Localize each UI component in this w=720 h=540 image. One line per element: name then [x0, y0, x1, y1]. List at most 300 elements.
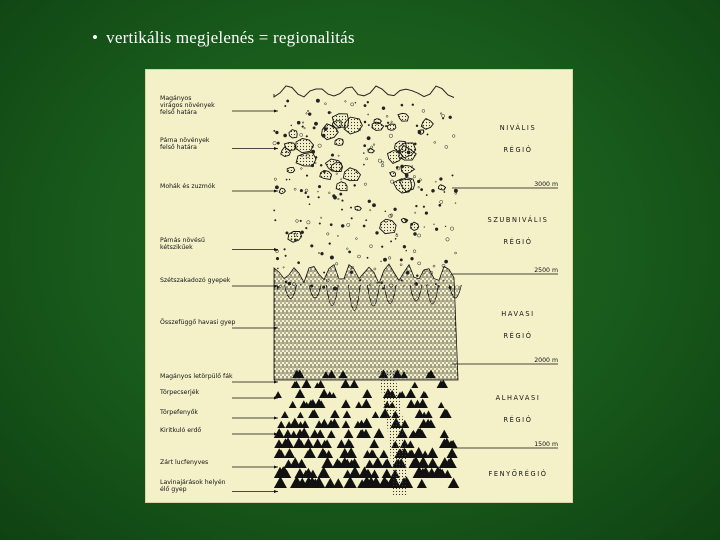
left-label-text: Magányos — [160, 95, 192, 102]
avalanche-track — [378, 370, 408, 495]
pebble-dot — [425, 212, 428, 215]
vegetation-profile-art — [273, 86, 461, 495]
rock-cluster — [335, 139, 344, 146]
pebble-dot — [366, 158, 368, 160]
pebble-dot — [286, 100, 289, 103]
pebble-dot — [386, 115, 388, 117]
pebble-dot — [315, 162, 317, 164]
pebble-dot — [364, 121, 366, 123]
pebble-dot — [283, 267, 284, 268]
conifer-tree — [295, 468, 306, 478]
pebble-dot — [351, 217, 353, 219]
leader-arrowhead — [274, 147, 278, 150]
rock-cluster — [398, 113, 409, 121]
pebble-dot — [340, 193, 343, 196]
left-labels — [159, 94, 236, 493]
pebble-dot — [400, 165, 403, 168]
pebble-dot — [335, 263, 337, 265]
pebble-dot — [439, 204, 441, 206]
pebble-dot — [412, 104, 414, 106]
conifer-tree — [427, 458, 438, 468]
conifer-tree — [438, 402, 445, 408]
pebble-dot — [283, 134, 286, 137]
pebble-dot — [372, 203, 375, 206]
pebble-dot — [435, 228, 438, 231]
pebble-dot — [305, 189, 308, 192]
pebble-dot — [300, 133, 303, 136]
pebble-dot — [341, 179, 342, 180]
pebble-dot — [331, 154, 334, 157]
pebble-dot — [370, 245, 373, 248]
pebble-dot — [413, 232, 416, 235]
altitude-label: 2500 m — [534, 267, 558, 274]
rock-cluster — [287, 168, 295, 173]
region-label-text: RÉGIÓ — [503, 416, 533, 424]
pebble-dot — [285, 105, 287, 107]
left-label-text: Lavinajárások helyén — [160, 479, 226, 486]
pebble-dot — [305, 192, 307, 194]
pebble-dot — [311, 164, 314, 167]
pebble-dot — [370, 210, 371, 211]
conifer-tree — [440, 430, 449, 438]
pebble-dot — [367, 101, 369, 103]
altitude-label: 1500 m — [534, 441, 558, 448]
leader-arrowhead — [274, 417, 278, 420]
pebble-dot — [311, 150, 315, 154]
pebble-dot — [364, 183, 366, 185]
pebble-dot — [329, 243, 331, 245]
pebble-dot — [346, 248, 348, 250]
conifer-tree — [448, 478, 460, 488]
pebble-dot — [396, 166, 398, 168]
region-label-text: FENYŐRÉGIÓ — [488, 470, 548, 478]
pebble-dot — [374, 268, 376, 270]
conifer-tree — [304, 447, 316, 458]
pebble-dot — [435, 181, 436, 182]
rock-cluster — [296, 152, 316, 166]
pebble-dot — [452, 135, 455, 138]
conifer-tree — [374, 428, 385, 438]
pebble-dot — [444, 260, 447, 263]
pebble-dot — [420, 188, 422, 190]
rock-cluster — [421, 119, 433, 130]
vegetation-zonation-diagram — [146, 70, 574, 504]
conifer-tree — [355, 401, 362, 408]
rock-cluster — [387, 124, 396, 130]
pebble-dot — [354, 184, 356, 186]
pebble-dot — [363, 144, 365, 146]
pebble-dot — [318, 185, 321, 188]
pebble-dot — [444, 191, 445, 192]
pebble-dot — [412, 166, 413, 167]
conifer-tree — [411, 382, 418, 388]
pebble-dot — [274, 130, 275, 131]
pebble-dot — [388, 257, 391, 260]
pebble-dot — [304, 127, 305, 128]
pebble-dot — [318, 144, 321, 147]
conifer-tree — [289, 401, 297, 408]
alpine-grass-band — [274, 264, 458, 380]
pebble-dot — [284, 248, 286, 250]
pebble-dot — [442, 114, 445, 117]
pebble-dot — [308, 113, 311, 116]
pebble-dot — [314, 122, 317, 125]
pebble-dot — [307, 196, 309, 198]
conifer-tree — [281, 411, 289, 418]
left-label-text: Mohák és zuzmók — [160, 183, 216, 190]
pebble-dot — [356, 238, 358, 240]
conifer-tree — [362, 389, 372, 398]
left-label-text: Párnás növésű — [160, 237, 205, 244]
conifer-tree — [341, 399, 351, 408]
pebble-dot — [413, 176, 415, 178]
pebble-dot — [418, 186, 420, 188]
pebble-dot — [348, 251, 350, 253]
pebble-dot — [347, 223, 350, 226]
pebble-dot — [294, 239, 296, 241]
pebble-dot — [310, 245, 313, 248]
left-label-text: Összefüggő havasi gyep — [160, 319, 236, 326]
left-label-text: Zárt lucfenyves — [160, 459, 209, 466]
conifer-tree — [350, 380, 359, 388]
pebble-dot — [275, 219, 277, 221]
pebble-dot — [363, 164, 364, 165]
pebble-dot — [301, 231, 304, 234]
pebble-dot — [318, 252, 319, 253]
pebble-dot — [400, 264, 402, 266]
conifer-tree — [274, 439, 284, 448]
region-label-text: SZUBNIVÁLIS — [487, 216, 549, 224]
pebble-dot — [450, 227, 453, 230]
mountain-ridge-line — [274, 86, 454, 98]
pebble-dot — [357, 255, 360, 258]
pebble-dot — [302, 126, 304, 128]
conifer-tree — [380, 451, 388, 458]
pebble-dot — [419, 179, 421, 181]
leader-arrowhead — [274, 466, 278, 469]
conifer-tree — [274, 391, 282, 398]
pebble-dot — [381, 164, 384, 167]
pebble-dot — [273, 141, 276, 144]
pebble-dot — [410, 223, 412, 225]
pebble-dot — [297, 262, 299, 264]
conifer-tree — [406, 399, 416, 408]
pebble-dot — [396, 234, 398, 236]
rock-cluster — [355, 206, 361, 210]
leader-arrowhead — [274, 490, 278, 493]
pebble-dot — [452, 175, 454, 177]
conifer-tree — [344, 429, 354, 438]
pebble-dot — [455, 252, 457, 254]
pebble-dot — [439, 178, 442, 181]
pebble-dot — [277, 268, 278, 269]
pebble-dot — [427, 134, 428, 135]
pebble-dot — [415, 212, 416, 213]
leader-arrowhead — [274, 381, 278, 384]
pebble-dot — [327, 233, 329, 235]
conifer-tree — [372, 457, 384, 468]
left-label-text: felső határa — [160, 109, 197, 116]
pebble-dot — [426, 194, 427, 195]
pebble-dot — [390, 180, 393, 183]
left-label-text: élő gyep — [160, 486, 187, 493]
rock-cluster — [296, 139, 314, 153]
conifer-tree — [343, 410, 351, 418]
pebble-dot — [328, 192, 330, 194]
pebble-dot — [433, 265, 435, 267]
left-label-text: Törpefenyők — [160, 409, 198, 416]
left-label-text: felső határa — [160, 144, 197, 151]
pebble-dot — [400, 259, 403, 262]
pebble-dot — [322, 134, 325, 137]
pebble-dot — [387, 122, 389, 124]
pebble-dot — [300, 189, 303, 192]
pebble-dot — [372, 127, 374, 129]
pebble-dot — [323, 272, 325, 274]
label-leader-lines — [232, 110, 278, 494]
conifer-tree — [295, 389, 305, 398]
pebble-dot — [286, 179, 287, 180]
pebble-dot — [342, 200, 344, 202]
pebble-dot — [381, 246, 383, 248]
region-label-text: RÉGIÓ — [503, 332, 533, 340]
conifer-tree — [372, 411, 379, 418]
altitude-label: 3000 m — [534, 181, 558, 188]
pebble-dot — [324, 103, 326, 105]
pebble-dot — [431, 189, 434, 192]
pebble-dot — [380, 261, 381, 262]
region-label-text: RÉGIÓ — [503, 238, 533, 246]
pebble-dot — [300, 220, 302, 222]
conifer-tree — [415, 409, 425, 418]
region-label-text: RÉGIÓ — [503, 146, 533, 154]
pebble-dot — [297, 121, 300, 124]
pebble-dot — [319, 223, 321, 225]
rock-cluster — [368, 148, 374, 152]
pebble-dot — [309, 204, 310, 205]
left-label-text: virágos növények — [160, 102, 215, 109]
region-label-text: NIVÁLIS — [499, 124, 537, 132]
pebble-dot — [390, 241, 391, 242]
pebble-dot — [389, 134, 393, 138]
pebble-dot — [276, 257, 279, 260]
altitude-label: 2000 m — [534, 357, 558, 364]
pebble-dot — [289, 179, 290, 180]
pebble-dot — [406, 250, 407, 251]
pebble-dot — [315, 156, 317, 158]
pebble-dot — [364, 104, 366, 106]
pebble-dot — [338, 198, 340, 200]
pebble-dot — [305, 227, 307, 229]
pebble-dot — [275, 131, 278, 134]
pebble-dot — [403, 245, 406, 248]
region-label-text: ALHAVASI — [495, 394, 541, 402]
pebble-dot — [440, 200, 443, 203]
pebble-dot — [445, 145, 448, 148]
pebble-dot — [401, 104, 403, 106]
pebble-dot — [286, 232, 289, 235]
pebble-dot — [373, 144, 375, 146]
pebble-dot — [363, 153, 364, 154]
pebble-dot — [368, 114, 369, 115]
conifer-tree — [325, 478, 336, 488]
vegetation-zonation-figure — [145, 69, 573, 503]
left-label-text: Magányos letörpülő fák — [160, 373, 233, 380]
slide-title — [92, 28, 355, 48]
pebble-dot — [385, 211, 386, 212]
region-labels — [488, 123, 549, 478]
pebble-dot — [445, 226, 446, 227]
pebble-dot — [302, 122, 304, 124]
conifer-tree — [413, 447, 425, 458]
pebble-dot — [306, 135, 308, 137]
conifer-tree — [277, 421, 285, 428]
pebble-dot — [330, 224, 332, 226]
rock-cluster — [438, 185, 445, 190]
pebble-dot — [301, 168, 303, 170]
conifer-tree — [446, 448, 457, 458]
pebble-dot — [382, 107, 385, 110]
pebble-dot — [341, 224, 344, 227]
left-label-text: Párna növények — [160, 137, 210, 144]
pebble-dot — [338, 155, 339, 156]
conifer-tree — [297, 412, 304, 418]
pebble-dot — [296, 220, 299, 223]
conifer-tree — [330, 410, 339, 418]
pebble-dot — [397, 150, 400, 153]
pebble-dot — [371, 146, 373, 148]
pebble-dot — [413, 250, 416, 253]
pebble-dot — [306, 113, 307, 114]
pebble-dot — [424, 227, 425, 228]
conifer-tree — [406, 389, 417, 399]
pebble-dot — [368, 200, 371, 203]
pebble-dot — [378, 159, 381, 162]
pebble-dot — [316, 99, 320, 103]
left-label-text: Törpecserjék — [160, 389, 200, 396]
pebble-dot — [416, 125, 418, 127]
rock-cluster — [343, 168, 360, 181]
pebble-dot — [285, 255, 287, 257]
pebble-dot — [454, 189, 458, 193]
pebble-dot — [415, 205, 417, 207]
conifer-tree — [317, 466, 330, 478]
pebble-dot — [440, 113, 442, 115]
pebble-dot — [356, 172, 357, 173]
conifer-tree — [369, 439, 379, 448]
rock-cluster — [390, 172, 396, 177]
pebble-dot — [330, 256, 334, 260]
pebble-dot — [274, 178, 276, 180]
pebble-dot — [291, 125, 292, 126]
pebble-dot — [442, 118, 444, 120]
slide-title-text: vertikális megjelenés = regionalitás — [106, 28, 355, 47]
pebble-dot — [350, 207, 351, 208]
pebble-dot — [376, 231, 379, 234]
pebble-dot — [318, 196, 320, 198]
conifer-tree — [382, 469, 392, 478]
pebble-dot — [307, 110, 309, 112]
pebble-dot — [320, 164, 322, 166]
pebble-dot — [446, 238, 449, 241]
conifer-tree — [417, 479, 427, 488]
pebble-dot — [355, 102, 356, 103]
pebble-dot — [455, 203, 456, 204]
left-label-text: kétszikűek — [160, 244, 193, 251]
pebble-dot — [341, 209, 343, 211]
pebble-dot — [411, 257, 414, 260]
conifer-tree — [284, 448, 295, 458]
pebble-dot — [277, 142, 279, 144]
pebble-dot — [385, 125, 387, 127]
conifer-tree — [319, 389, 329, 398]
pebble-dot — [323, 171, 325, 173]
pebble-dot — [395, 238, 396, 239]
pebble-dot — [307, 221, 310, 224]
rock-cluster — [289, 130, 297, 138]
pebble-dot — [418, 262, 421, 265]
rock-cluster — [279, 188, 285, 194]
pebble-dot — [414, 143, 416, 145]
conifer-tree — [327, 430, 336, 438]
pebble-dot — [306, 175, 308, 177]
pebble-dot — [423, 206, 425, 208]
pebble-dot — [368, 124, 369, 125]
pebble-dot — [294, 188, 296, 190]
rock-cluster — [326, 159, 343, 172]
pebble-dot — [367, 257, 368, 258]
conifer-tree — [321, 457, 333, 468]
leader-arrowhead — [274, 110, 278, 113]
pebble-dot — [275, 186, 278, 189]
conifer-tree — [361, 399, 371, 408]
leader-arrowhead — [274, 190, 278, 193]
pebble-dot — [417, 234, 420, 237]
pebble-dot — [274, 210, 275, 211]
pebble-dot — [394, 208, 397, 211]
region-label-text: HAVASI — [501, 310, 535, 318]
pebble-dot — [366, 220, 367, 221]
pebble-dot — [321, 217, 322, 218]
pebble-dot — [416, 275, 418, 277]
pebble-dot — [313, 127, 316, 130]
bullet-marker: • — [92, 28, 99, 47]
pebble-dot — [333, 196, 336, 199]
pebble-dot — [351, 103, 354, 106]
conifer-tree — [370, 470, 379, 479]
rock-cluster — [380, 219, 397, 233]
pebble-dot — [407, 151, 410, 154]
rock-cluster — [372, 122, 384, 130]
pebble-dot — [363, 225, 365, 227]
left-label-text: Kiritkuló erdő — [160, 427, 202, 434]
pebble-dot — [321, 252, 324, 255]
pebble-dot — [391, 121, 393, 123]
pebble-dot — [286, 151, 287, 152]
pebble-dot — [449, 116, 452, 119]
pebble-dot — [317, 191, 318, 192]
conifer-tree — [342, 420, 350, 428]
pebble-dot — [418, 131, 421, 134]
pebble-dot — [381, 161, 383, 163]
pebble-dot — [405, 174, 408, 177]
pebble-dot — [345, 101, 347, 103]
pebble-dot — [336, 173, 338, 175]
pebble-dot — [434, 141, 436, 143]
pebble-dot — [433, 224, 434, 225]
pebble-dot — [383, 258, 386, 261]
pebble-dot — [422, 109, 425, 112]
